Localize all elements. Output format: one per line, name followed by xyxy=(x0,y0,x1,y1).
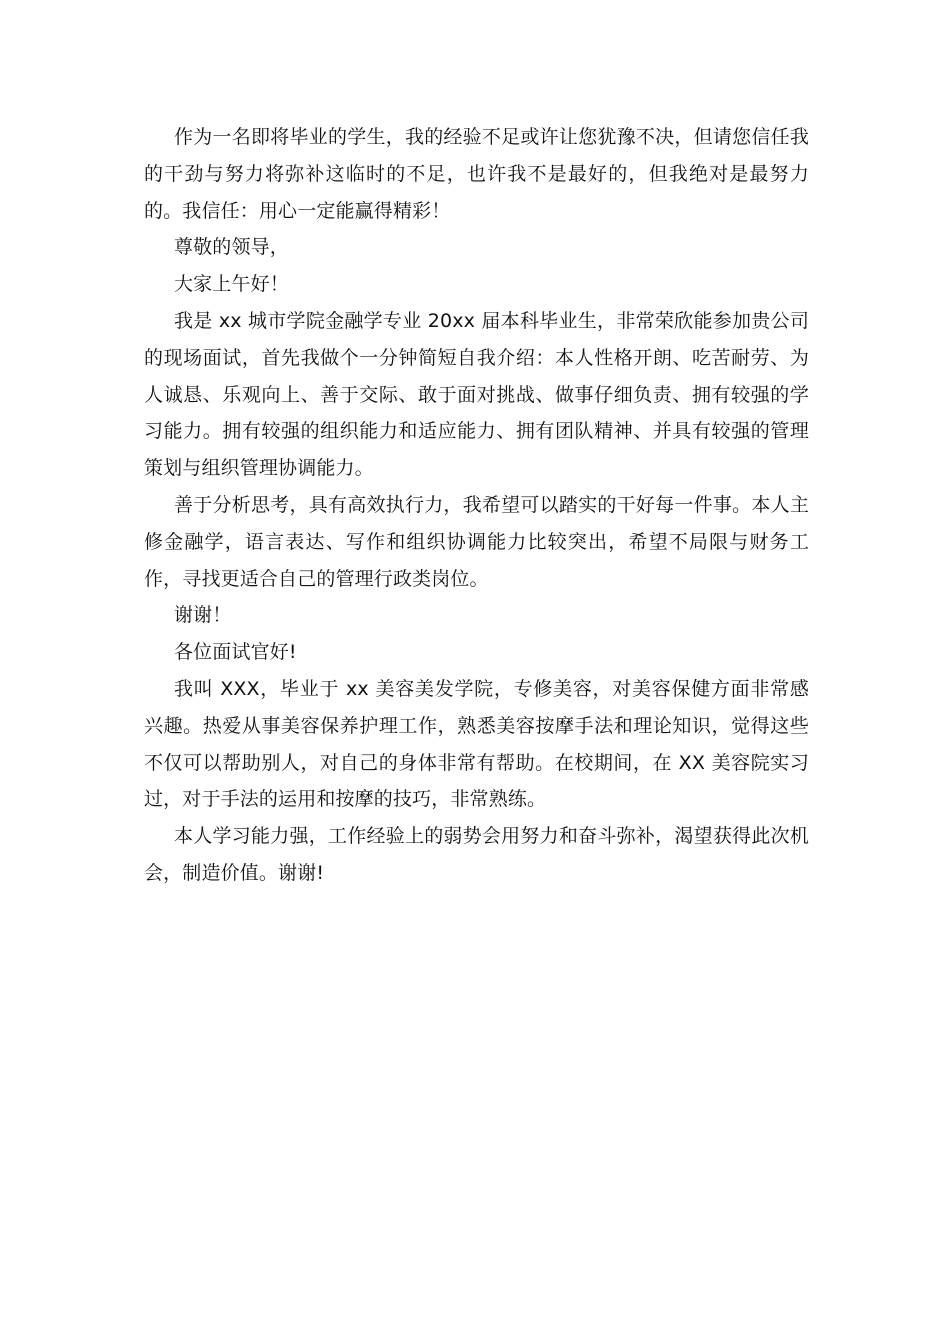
paragraph-salutation-leaders: 尊敬的领导， xyxy=(174,236,289,259)
paragraph-self-introduction: 我是 xx 城市学院金融学专业 20xx 届本科毕业生，非常荣欣能参加贵公司的现场面试，首先我做个一分钟简短自我介绍：本人性格开朗、吃苦耐劳、为人诚恳、乐观向上、善于交际、敢于面对挑战、做事仔细负责、拥有较强的学习能力。拥有较强的组织能力和适应能力、拥有团队精神、并具有较强的管理策划与组织管理协调能力。 xyxy=(144,309,809,480)
document-body xyxy=(144,119,809,892)
paragraph-intro: 作为一名即将毕业的学生，我的经验不足或许让您犹豫不决，但请您信任我的干劲与努力将弥补这临时的不足，也许我不是最好的，但我绝对是最努力的。我信任：用心一定能赢得精彩！ xyxy=(144,126,809,222)
paragraph-salutation-interviewers: 各位面试官好! xyxy=(174,641,297,664)
paragraph-thanks: 谢谢！ xyxy=(174,604,232,627)
paragraph-beauty-introduction: 我叫 XXX，毕业于 xx 美容美发学院，专修美容，对美容保健方面非常感兴趣。热爱从事美容保养护理工作，熟悉美容按摩手法和理论知识，觉得这些不仅可以帮助别人，对自己的身体非常有帮助。在校期间，在 XX 美容院实习过，对于手法的运用和按摩的技巧，非常熟练。 xyxy=(144,677,809,811)
paragraph-closing: 本人学习能力强，工作经验上的弱势会用努力和奋斗弥补，渴望获得此次机会，制造价值。谢谢! xyxy=(144,825,809,884)
paragraph-greeting: 大家上午好！ xyxy=(174,273,289,296)
paragraph-strengths: 善于分析思考，具有高效执行力，我希望可以踏实的干好每一件事。本人主修金融学，语言表达、写作和组织协调能力比较突出，希望不局限与财务工作，寻找更适合自己的管理行政类岗位。 xyxy=(144,493,809,590)
